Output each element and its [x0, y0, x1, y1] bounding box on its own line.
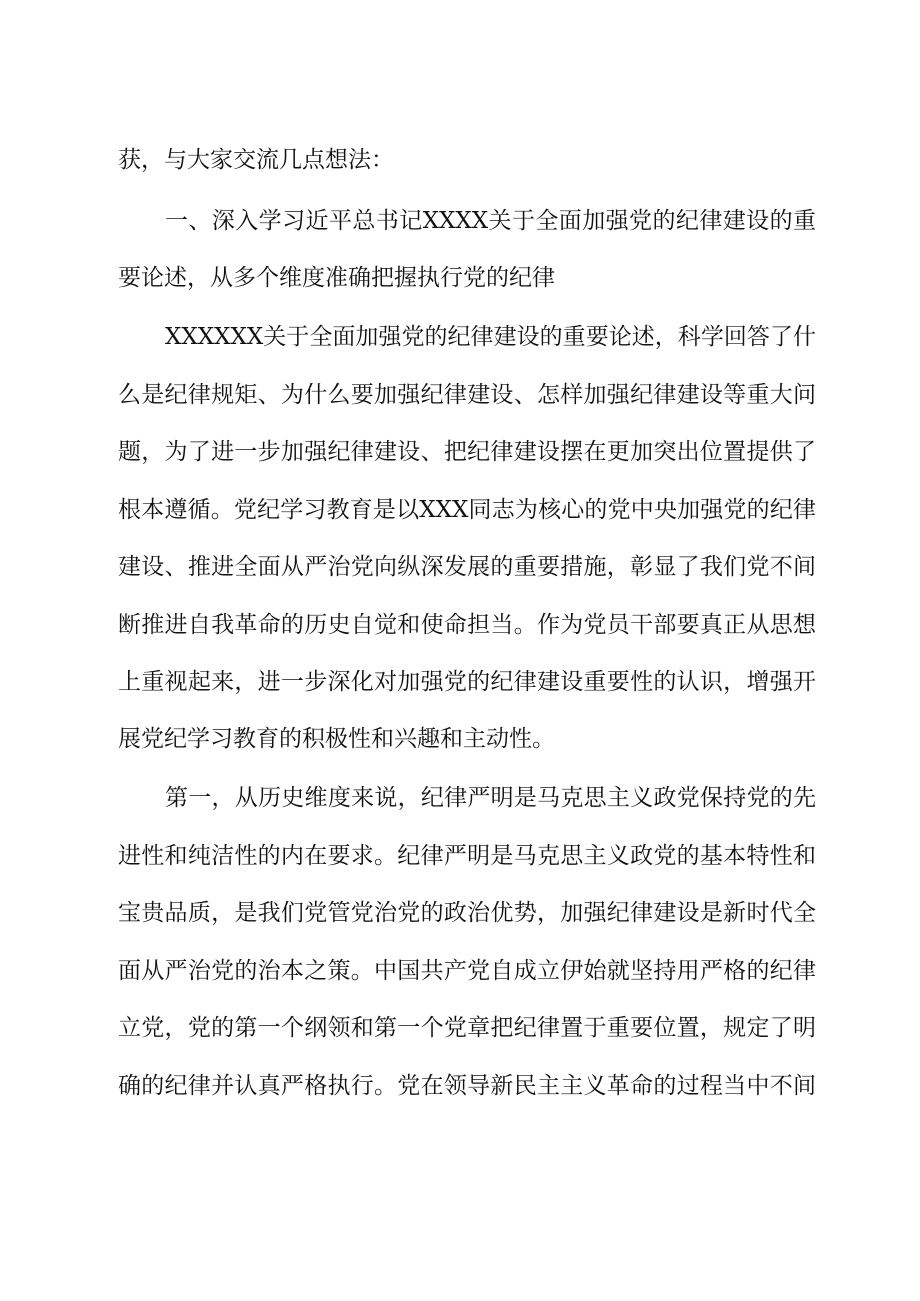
paragraph-line: 确的纪律并认真严格执行。党在领导新民主主义革命的过程当中不间	[118, 1073, 816, 1099]
paragraph-line: 根本遵循。党纪学习教育是以XXX同志为核心的党中央加强党的纪律	[118, 497, 816, 523]
paragraph-line: 展党纪学习教育的积极性和兴趣和主动性。	[118, 726, 555, 752]
paragraph-line: 建设、推进全面从严治党向纵深发展的重要措施，彰显了我们党不间	[118, 554, 816, 580]
section-heading-line: 一、深入学习近平总书记XXXX关于全面加强党的纪律建设的重	[165, 208, 816, 234]
paragraph-line: 获，与大家交流几点想法：	[118, 147, 394, 173]
paragraph-line: 立党，党的第一个纲领和第一个党章把纪律置于重要位置，规定了明	[118, 1015, 816, 1041]
paragraph-line: 断推进自我革命的历史自觉和使命担当。作为党员干部要真正从思想	[118, 612, 816, 638]
paragraph-line: 么是纪律规矩、为什么要加强纪律建设、怎样加强纪律建设等重大问	[118, 382, 816, 408]
paragraph-line: 题，为了进一步加强纪律建设、把纪律建设摆在更加突出位置提供了	[118, 439, 816, 465]
paragraph-line: 上重视起来，进一步深化对加强党的纪律建设重要性的认识，增强开	[118, 669, 816, 695]
paragraph-line: XXXXXX关于全面加强党的纪律建设的重要论述，科学回答了什	[165, 324, 816, 350]
paragraph-line: 进性和纯洁性的内在要求。纪律严明是马克思主义政党的基本特性和	[118, 843, 816, 869]
paragraph-line: 第一，从历史维度来说，纪律严明是马克思主义政党保持党的先	[165, 785, 816, 811]
paragraph-line: 面从严治党的治本之策。中国共产党自成立伊始就坚持用严格的纪律	[118, 958, 816, 984]
paragraph-line: 宝贵品质，是我们党管党治党的政治优势，加强纪律建设是新时代全	[118, 900, 816, 926]
section-heading-line: 要论述，从多个维度准确把握执行党的纪律	[118, 265, 555, 291]
